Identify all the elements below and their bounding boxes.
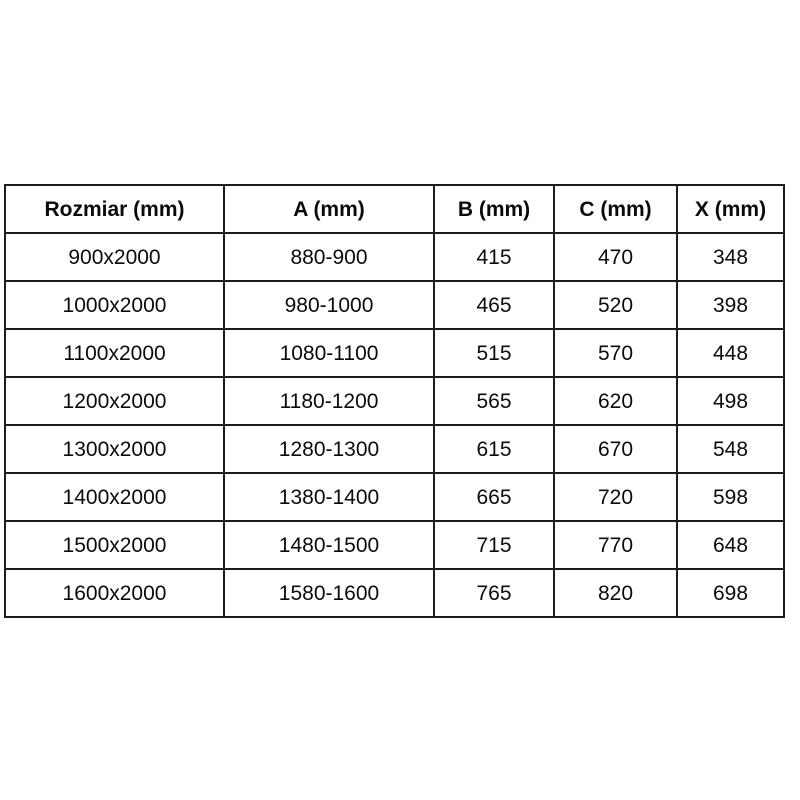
table-cell-b: 465 xyxy=(434,281,554,329)
table-cell-rozmiar: 1600x2000 xyxy=(5,569,224,617)
table-cell-c: 520 xyxy=(554,281,677,329)
table-cell-x: 548 xyxy=(677,425,784,473)
table-cell-a: 1480-1500 xyxy=(224,521,434,569)
table-cell-rozmiar: 900x2000 xyxy=(5,233,224,281)
table-cell-a: 1080-1100 xyxy=(224,329,434,377)
table-cell-x: 648 xyxy=(677,521,784,569)
table-cell-a: 980-1000 xyxy=(224,281,434,329)
table-cell-x: 498 xyxy=(677,377,784,425)
table-cell-rozmiar: 1300x2000 xyxy=(5,425,224,473)
table-cell-c: 570 xyxy=(554,329,677,377)
table-row xyxy=(5,473,784,521)
table-row xyxy=(5,329,784,377)
table-cell-x: 398 xyxy=(677,281,784,329)
table-cell-c: 720 xyxy=(554,473,677,521)
column-header-c: C (mm) xyxy=(554,185,677,233)
table-row xyxy=(5,521,784,569)
table-header-row xyxy=(5,185,784,233)
table-cell-a: 1180-1200 xyxy=(224,377,434,425)
table-cell-c: 770 xyxy=(554,521,677,569)
column-header-rozmiar: Rozmiar (mm) xyxy=(5,185,224,233)
table-cell-c: 470 xyxy=(554,233,677,281)
table-cell-x: 698 xyxy=(677,569,784,617)
table-cell-c: 820 xyxy=(554,569,677,617)
table-cell-c: 670 xyxy=(554,425,677,473)
table-cell-rozmiar: 1400x2000 xyxy=(5,473,224,521)
table-cell-a: 1280-1300 xyxy=(224,425,434,473)
table-cell-c: 620 xyxy=(554,377,677,425)
table-cell-a: 1580-1600 xyxy=(224,569,434,617)
table-cell-b: 565 xyxy=(434,377,554,425)
table-cell-rozmiar: 1000x2000 xyxy=(5,281,224,329)
table-cell-b: 665 xyxy=(434,473,554,521)
table-cell-b: 415 xyxy=(434,233,554,281)
table-cell-rozmiar: 1500x2000 xyxy=(5,521,224,569)
table-row xyxy=(5,233,784,281)
table-cell-x: 448 xyxy=(677,329,784,377)
table-cell-a: 1380-1400 xyxy=(224,473,434,521)
column-header-a: A (mm) xyxy=(224,185,434,233)
table-row xyxy=(5,569,784,617)
table-cell-rozmiar: 1200x2000 xyxy=(5,377,224,425)
table-cell-b: 715 xyxy=(434,521,554,569)
table-row xyxy=(5,425,784,473)
table-cell-b: 515 xyxy=(434,329,554,377)
column-header-x: X (mm) xyxy=(677,185,784,233)
column-header-b: B (mm) xyxy=(434,185,554,233)
table-cell-x: 598 xyxy=(677,473,784,521)
size-spec-table xyxy=(4,184,785,618)
table-cell-b: 765 xyxy=(434,569,554,617)
table-row xyxy=(5,377,784,425)
table-row xyxy=(5,281,784,329)
table-cell-rozmiar: 1100x2000 xyxy=(5,329,224,377)
table-cell-x: 348 xyxy=(677,233,784,281)
table-cell-b: 615 xyxy=(434,425,554,473)
table-cell-a: 880-900 xyxy=(224,233,434,281)
